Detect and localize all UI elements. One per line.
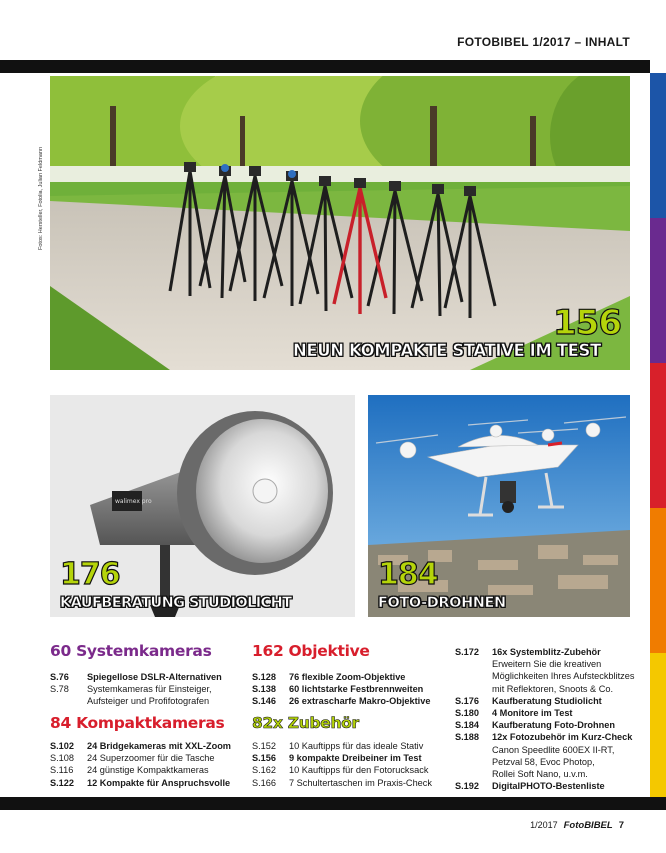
feature-caption-stative: NEUN KOMPAKTE STATIVE IM TEST [293, 341, 601, 360]
list-item[interactable]: S.156 9 kompakte Dreibeiner im Test [252, 753, 422, 764]
list-item: Petzval 58, Evoc Photop, [492, 756, 595, 767]
photo-credit: Fotos: Hersteller, Fotolia, Julian Feldmann [38, 146, 44, 250]
color-tab-yellow [650, 653, 666, 798]
feature-caption-studiolicht: KAUFBERATUNG STUDIOLICHT [60, 595, 292, 611]
zubehoer-list [252, 740, 432, 789]
list-item[interactable]: S.166 7 Schultertaschen im Praxis-Check [252, 777, 432, 788]
list-item: Möglichkeiten Ihres Aufsteckblitzes [492, 671, 635, 682]
list-item[interactable]: S.176 Kaufberatung Studiolicht [455, 695, 602, 706]
list-item[interactable]: S.152 10 Kauftipps für das ideale Stativ [252, 741, 424, 751]
page-header-title: FOTOBIBEL 1/2017 – INHALT [457, 35, 630, 49]
list-item[interactable]: S.184 Kaufberatung Foto-Drohnen [455, 720, 615, 731]
footer-magazine-logo: FotoBIBEL [563, 820, 613, 831]
feature-caption-drohnen: FOTO-DROHNEN [378, 595, 506, 611]
objektive-list [252, 671, 430, 708]
list-item[interactable]: S.146 26 extrascharfe Makro-Objektive [252, 696, 431, 707]
color-tab-purple [650, 218, 666, 363]
section-title-kompaktkameras: 84 Kompaktkameras [50, 714, 225, 732]
list-item[interactable]: S.138 60 lichtstarke Festbrennweiten [252, 684, 424, 695]
tripods-photo [50, 76, 630, 370]
section-title-systemkameras: 60 Systemkameras [50, 642, 212, 660]
list-item[interactable]: S.76 Spiegellose DSLR-Alternativen [50, 672, 222, 682]
kompaktkameras-list [50, 740, 231, 789]
color-tab-red [650, 363, 666, 508]
page-footer [530, 820, 624, 831]
feature-number-176: 176 [60, 557, 120, 592]
lamp-brand-label: walimex pro [115, 498, 152, 505]
footer-issue: 1/2017 [530, 820, 558, 830]
list-item[interactable]: S.102 24 Bridgekameras mit XXL-Zoom [50, 741, 231, 751]
footer-page-number: 7 [618, 820, 624, 831]
list-item: Canon Speedlite 600EX II-RT, [492, 744, 615, 755]
list-item[interactable]: S.192 DigitalPHOTO-Bestenliste [455, 781, 605, 792]
color-tab-orange [650, 508, 666, 653]
section-title-objektive: 162 Objektive [252, 642, 370, 660]
list-item[interactable]: S.116 24 günstige Kompaktkameras [50, 765, 209, 776]
list-item[interactable]: S.128 76 flexible Zoom-Objektive [252, 672, 406, 682]
feature-number-184: 184 [378, 557, 438, 592]
color-tab-blue [650, 73, 666, 218]
bottom-divider-bar [0, 797, 666, 810]
zubehoer-continued-list [455, 646, 634, 792]
list-item[interactable]: S.108 24 Superzoomer für die Tasche [50, 753, 215, 764]
feature-number-156: 156 [553, 303, 621, 343]
list-item[interactable]: S.180 4 Monitore im Test [455, 708, 573, 719]
top-divider-bar [0, 60, 650, 73]
list-item: Erweitern Sie die kreativen [492, 659, 602, 670]
list-item: mit Reflektoren, Snoots & Co. [492, 683, 614, 694]
list-item: Rollei Soft Nano, u.v.m. [492, 769, 588, 780]
section-title-zubehoer: 82x Zubehör [252, 714, 359, 732]
list-item[interactable]: S.122 12 Kompakte für Anspruchsvolle [50, 777, 231, 788]
list-item: Aufsteiger und Profifotografen [87, 696, 210, 707]
list-item[interactable]: S.172 16x Systemblitz-Zubehör [455, 647, 601, 657]
list-item[interactable]: S.78 Systemkameras für Einsteiger, [50, 684, 212, 695]
list-item[interactable]: S.162 10 Kauftipps für den Fotorucksack [252, 765, 429, 776]
systemkameras-list [50, 671, 222, 708]
list-item[interactable]: S.188 12x Fotozubehör im Kurz-Check [455, 732, 633, 743]
section-color-tabs [650, 73, 666, 798]
